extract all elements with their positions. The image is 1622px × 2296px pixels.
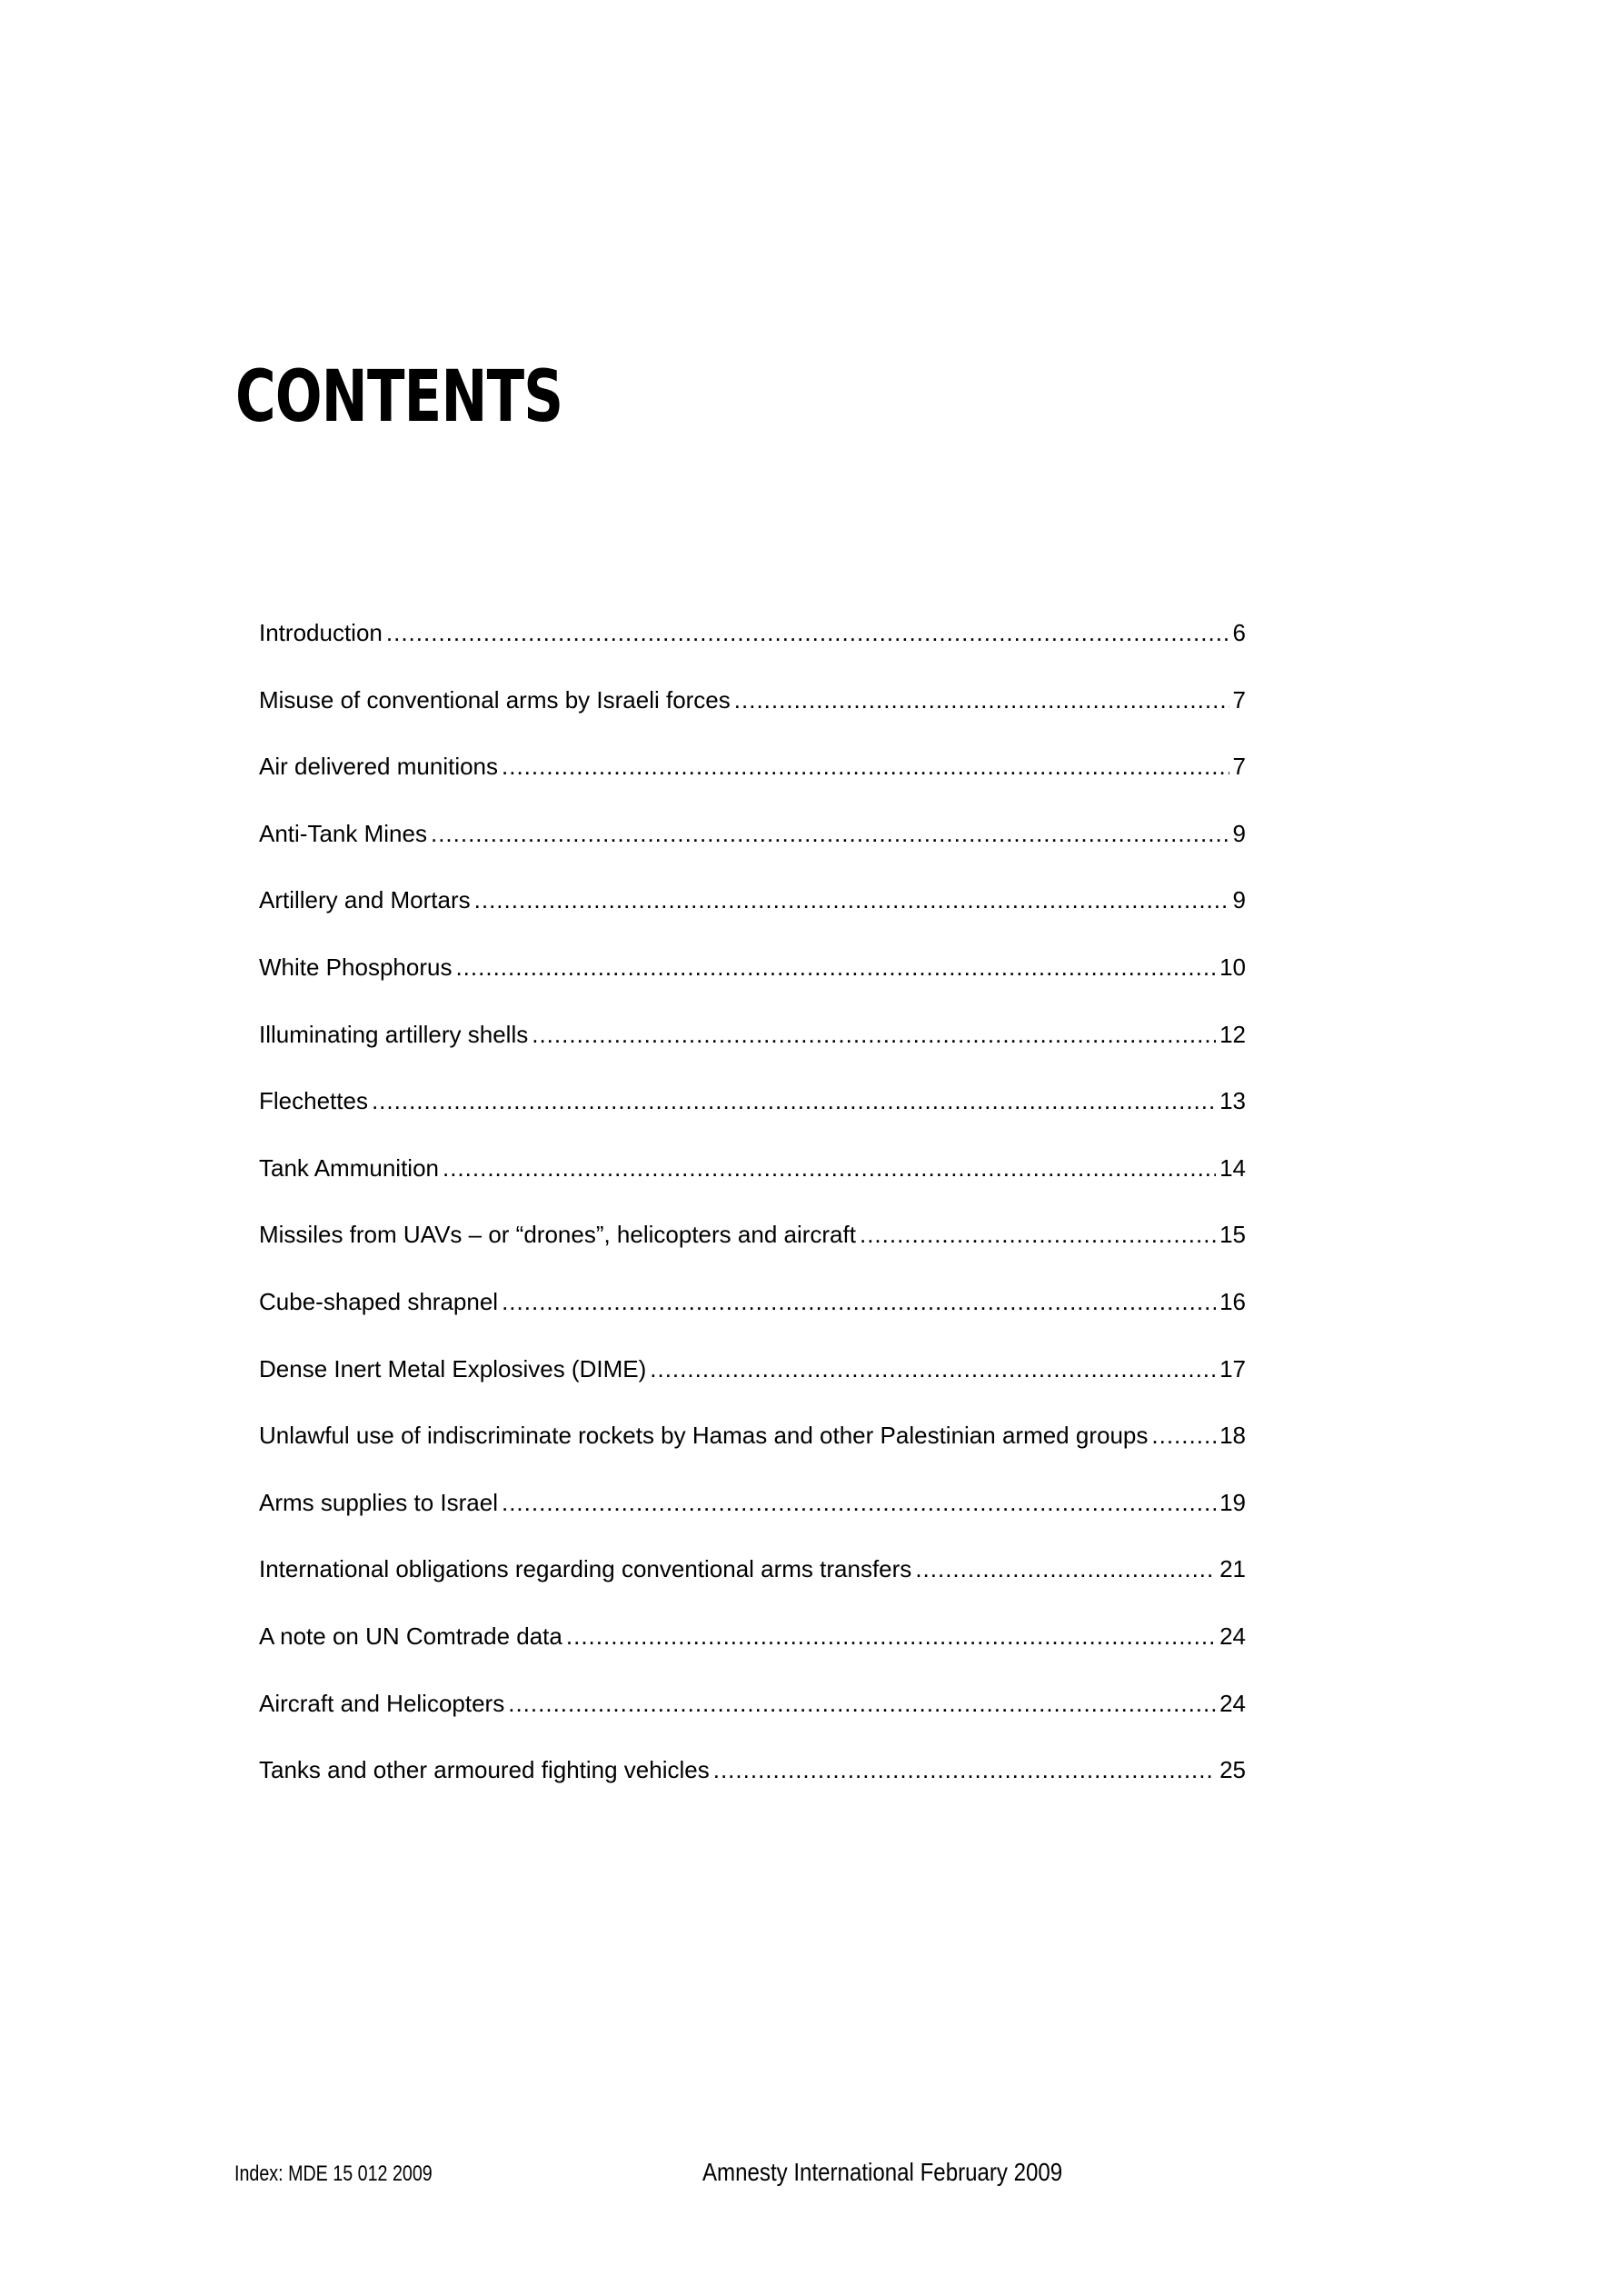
toc-dot-leader [508,1682,1216,1725]
toc-entry-label: International obligations regarding conventional arms transfers [259,1555,912,1583]
toc-entry-label: Air delivered munitions [259,753,499,781]
toc-entry-un-comtrade-data[interactable] [259,1614,1246,1682]
toc-entry-air-delivered-munitions[interactable] [259,744,1246,812]
toc-entry-flechettes[interactable] [259,1079,1246,1146]
toc-dot-leader [474,878,1229,922]
toc-entry-introduction[interactable] [259,611,1246,678]
toc-entry-missiles-from-uavs[interactable] [259,1213,1246,1280]
toc-entry-page: 7 [1232,753,1246,781]
toc-entry-artillery-and-mortars[interactable] [259,878,1246,945]
toc-entry-tanks-and-afvs[interactable] [259,1748,1246,1815]
toc-entry-label: Illuminating artillery shells [259,1020,529,1048]
toc-dot-leader [502,1280,1216,1323]
toc-dot-leader [566,1614,1216,1658]
toc-entry-label: Aircraft and Helicopters [259,1689,505,1717]
toc-entry-page: 13 [1219,1087,1246,1115]
toc-entry-label: Anti-Tank Mines [259,819,427,847]
toc-entry-label: Flechettes [259,1087,368,1115]
toc-entry-page: 12 [1219,1020,1246,1048]
footer-index: Index: MDE 15 012 2009 [234,2161,433,2186]
toc-dot-leader [713,1748,1216,1792]
toc-entry-page: 15 [1219,1221,1246,1249]
toc-dot-leader [532,1013,1216,1056]
toc-entry-page: 9 [1232,819,1246,847]
toc-entry-page: 18 [1219,1422,1246,1450]
toc-entry-label: Missiles from UAVs – or “drones”, helicopters and aircraft [259,1221,856,1249]
toc-dot-leader [455,945,1216,989]
toc-entry-page: 24 [1219,1622,1246,1650]
toc-entry-page: 7 [1232,685,1246,714]
toc-entry-anti-tank-mines[interactable] [259,812,1246,879]
page-title: CONTENTS [235,356,563,438]
toc-dot-leader [386,611,1229,654]
toc-entry-page: 6 [1232,619,1246,646]
toc-entry-arms-supplies-to-israel[interactable] [259,1481,1246,1548]
toc-entry-aircraft-and-helicopters[interactable] [259,1682,1246,1749]
toc-entry-label: A note on UN Comtrade data [259,1622,562,1650]
toc-dot-leader [372,1079,1216,1123]
toc-dot-leader [650,1347,1216,1391]
toc-entry-cube-shaped-shrapnel[interactable] [259,1280,1246,1347]
toc-dot-leader [915,1547,1216,1591]
toc-entry-page: 10 [1219,953,1246,981]
toc-dot-leader [443,1146,1216,1190]
toc-entry-tank-ammunition[interactable] [259,1146,1246,1213]
toc-entry-page: 14 [1219,1153,1246,1182]
toc-entry-illuminating-artillery-shells[interactable] [259,1013,1246,1080]
toc-entry-label: Tank Ammunition [259,1153,439,1182]
toc-entry-page: 9 [1232,886,1246,914]
toc-entry-label: Introduction [259,619,383,646]
toc-dot-leader [502,1481,1216,1524]
toc-entry-page: 25 [1219,1756,1246,1784]
footer-publisher: Amnesty International February 2009 [702,2158,1063,2186]
toc-entry-page: 24 [1219,1689,1246,1717]
toc-entry-page: 19 [1219,1488,1246,1516]
toc-entry-label: Cube-shaped shrapnel [259,1287,499,1315]
toc-dot-leader [431,812,1229,855]
toc-entry-page: 16 [1219,1287,1246,1315]
toc-entry-label: Tanks and other armoured fighting vehicles [259,1756,710,1784]
toc-entry-label: White Phosphorus [259,953,453,981]
toc-entry-label: Unlawful use of indiscriminate rockets by Hamas and other Palestinian armed groups [259,1422,1149,1450]
toc-entry-label: Dense Inert Metal Explosives (DIME) [259,1354,647,1383]
toc-dot-leader [734,678,1229,722]
toc-entry-white-phosphorus[interactable] [259,945,1246,1013]
toc-entry-page: 17 [1219,1354,1246,1383]
toc-entry-unlawful-use-of-rockets[interactable] [259,1413,1246,1481]
toc-dot-leader [1151,1413,1216,1457]
toc-dot-leader [502,744,1229,788]
toc-entry-international-obligations[interactable] [259,1547,1246,1614]
toc-entry-label: Artillery and Mortars [259,886,471,914]
toc-entry-label: Arms supplies to Israel [259,1488,498,1516]
table-of-contents [259,611,1246,1815]
toc-dot-leader [860,1213,1216,1256]
toc-entry-label: Misuse of conventional arms by Israeli forces [259,685,731,714]
toc-entry-misuse-of-conventional-arms[interactable] [259,678,1246,745]
toc-entry-dime[interactable] [259,1347,1246,1414]
toc-entry-page: 21 [1219,1555,1246,1583]
